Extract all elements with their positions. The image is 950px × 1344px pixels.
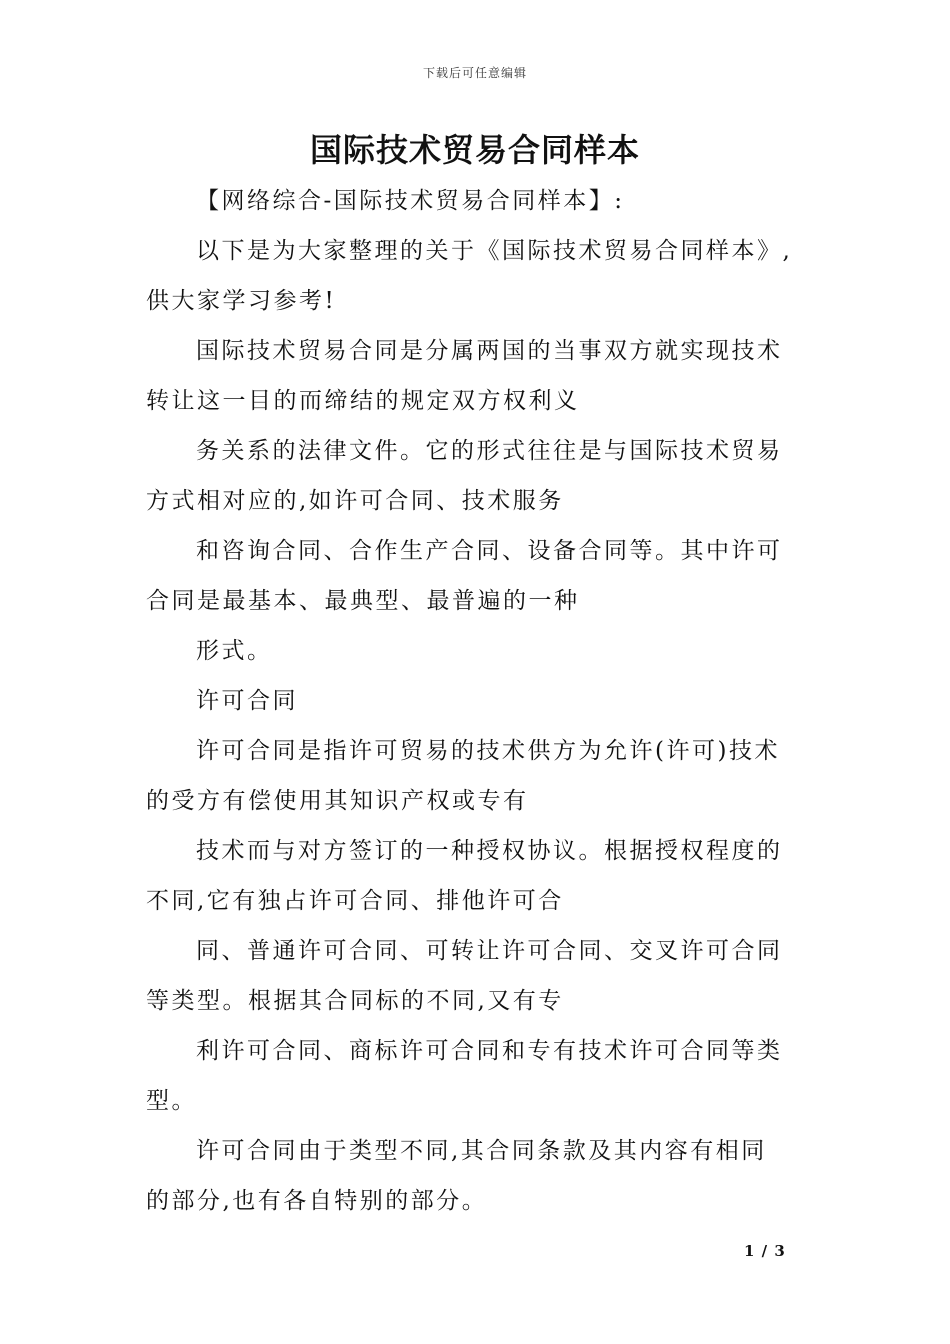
paragraph <box>146 726 810 826</box>
paragraph <box>146 226 810 326</box>
paragraph-line: 形式。 <box>196 638 273 664</box>
paragraph-line: 许可合同由于类型不同,其合同条款及其内容有相同 <box>196 1138 767 1164</box>
paragraph-line: 转让这一目的而缔结的规定双方权利义 <box>146 388 580 414</box>
paragraph-line: 许可合同是指许可贸易的技术供方为允许(许可)技术 <box>196 738 780 764</box>
paragraph-line: 以下是为大家整理的关于《国际技术贸易合同样本》, <box>196 238 793 264</box>
paragraph <box>146 676 810 726</box>
paragraph-line: 和咨询合同、合作生产合同、设备合同等。其中许可 <box>196 538 783 564</box>
paragraph <box>146 626 810 676</box>
page-number: 1 / 3 <box>744 1242 786 1260</box>
paragraph-line: 利许可合同、商标许可合同和专有技术许可合同等类 <box>196 1038 783 1064</box>
paragraph-line: 不同,它有独占许可合同、排他许可合 <box>146 888 564 914</box>
paragraph-line: 的受方有偿使用其知识产权或专有 <box>146 788 529 814</box>
paragraph-line: 供大家学习参考! <box>146 288 337 314</box>
paragraph-line: 国际技术贸易合同是分属两国的当事双方就实现技术 <box>196 338 783 364</box>
paragraph-line: 等类型。根据其合同标的不同,又有专 <box>146 988 564 1014</box>
document-body <box>146 176 810 1226</box>
paragraph-line: 合同是最基本、最典型、最普遍的一种 <box>146 588 580 614</box>
paragraph-line: 同、普通许可合同、可转让许可合同、交叉许可合同 <box>196 938 783 964</box>
paragraph-line: 务关系的法律文件。它的形式往往是与国际技术贸易 <box>196 438 783 464</box>
paragraph-line: 型。 <box>146 1088 197 1114</box>
paragraph <box>146 826 810 926</box>
paragraph-line: 方式相对应的,如许可合同、技术服务 <box>146 488 564 514</box>
page-header-note: 下载后可任意编辑 <box>422 66 527 80</box>
document-title: 国际技术贸易合同样本 <box>309 131 640 169</box>
paragraph-line: 【网络综合-国际技术贸易合同样本】: <box>196 188 625 214</box>
paragraph <box>146 426 810 526</box>
paragraph <box>146 326 810 426</box>
paragraph <box>146 176 810 226</box>
paragraph <box>146 1026 810 1126</box>
paragraph <box>146 1126 810 1226</box>
paragraph <box>146 526 810 626</box>
paragraph <box>146 926 810 1026</box>
paragraph-line: 技术而与对方签订的一种授权协议。根据授权程度的 <box>196 838 783 864</box>
paragraph-line: 许可合同 <box>196 688 298 714</box>
paragraph-line: 的部分,也有各自特别的部分。 <box>146 1188 488 1214</box>
